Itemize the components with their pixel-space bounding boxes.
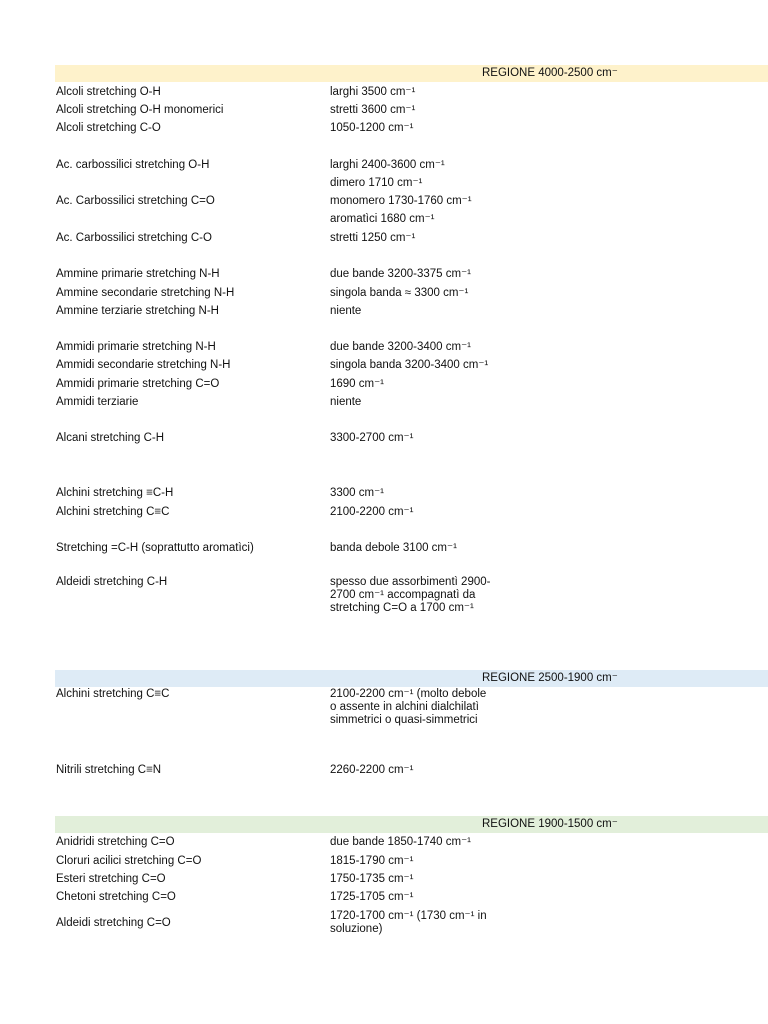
section-title: REGIONE 2500-1900 cm⁻ xyxy=(482,672,618,684)
row-name: Ammidi primarie stretching C=O xyxy=(56,378,220,390)
row-value: 1690 cm⁻¹ xyxy=(330,378,385,390)
row-value: 2260-2200 cm⁻¹ xyxy=(330,764,414,776)
row-value: singola banda ≈ 3300 cm⁻¹ xyxy=(330,287,469,299)
row-name: Ammine primarie stretching N-H xyxy=(56,268,220,280)
row-name: Alcoli stretching O-H monomerici xyxy=(56,104,224,116)
row-name: Alcoli stretching C-O xyxy=(56,122,161,134)
row-value: 2100-2200 cm⁻¹ xyxy=(330,506,414,518)
row-name: Nitrili stretching C≡N xyxy=(56,764,162,776)
row-name: Esteri stretching C=O xyxy=(56,873,166,885)
row-value: due bande 1850-1740 cm⁻¹ xyxy=(330,836,471,848)
row-name: Ammidi secondarie stretching N-H xyxy=(56,359,231,371)
row-value: banda debole 3100 cm⁻¹ xyxy=(330,542,457,554)
row-name: Stretching =C-H (soprattutto aromatìci) xyxy=(56,542,254,554)
row-name: Alcani stretching C-H xyxy=(56,432,165,444)
row-value: spesso due assorbimentì 2900- 2700 cm⁻¹ accompagnatì da stretching C=O a 1700 cm⁻¹ xyxy=(330,576,491,614)
row-value: 1750-1735 cm⁻¹ xyxy=(330,873,414,885)
row-value: due bande 3200-3400 cm⁻¹ xyxy=(330,341,471,353)
row-value: 1720-1700 cm⁻¹ (1730 cm⁻¹ in soluzione) xyxy=(330,910,487,935)
section-title: REGIONE 4000-2500 cm⁻ xyxy=(482,67,618,79)
section-header-2500-1900 xyxy=(55,670,768,687)
row-name: Ac. Carbossilici stretching C-O xyxy=(56,232,212,244)
row-value: 1050-1200 cm⁻¹ xyxy=(330,122,414,134)
row-value: larghi 3500 cm⁻¹ xyxy=(330,86,416,98)
row-name: Cloruri acilici stretching C=O xyxy=(56,855,202,867)
row-name: Alchini stretching C≡C xyxy=(56,506,170,518)
row-value: larghi 2400-3600 cm⁻¹ xyxy=(330,159,445,171)
row-value: 1725-1705 cm⁻¹ xyxy=(330,891,414,903)
row-name: Ammidi primarie stretching N-H xyxy=(56,341,216,353)
row-value: niente xyxy=(330,396,362,408)
row-value: 3300 cm⁻¹ xyxy=(330,487,385,499)
row-name: Alchini stretching ≡C-H xyxy=(56,487,174,499)
row-value: 1815-1790 cm⁻¹ xyxy=(330,855,414,867)
row-name: Ammidi terziarie xyxy=(56,396,139,408)
row-name: Aldeidi stretching C=O xyxy=(56,917,171,929)
row-value: monomero 1730-1760 cm⁻¹ xyxy=(330,195,472,207)
row-value: due bande 3200-3375 cm⁻¹ xyxy=(330,268,471,280)
section-header-4000-2500 xyxy=(55,65,768,82)
section-title: REGIONE 1900-1500 cm⁻ xyxy=(482,818,618,830)
row-name: Anidridi stretching C=O xyxy=(56,836,175,848)
row-name: Aldeidi stretching C-H xyxy=(56,576,168,588)
row-name: Chetoni stretching C=O xyxy=(56,891,176,903)
row-value: aromatìci 1680 cm⁻¹ xyxy=(330,213,435,225)
row-name: Ac. Carbossilici stretching C=O xyxy=(56,195,215,207)
row-name: Ammine terziarie stretching N-H xyxy=(56,305,219,317)
row-name: Ammine secondarie stretching N-H xyxy=(56,287,235,299)
row-name: Alcoli stretching O-H xyxy=(56,86,161,98)
row-name: Alchini stretching C≡C xyxy=(56,688,170,700)
row-value: stretti 3600 cm⁻¹ xyxy=(330,104,416,116)
row-value: dimero 1710 cm⁻¹ xyxy=(330,177,423,189)
row-value: niente xyxy=(330,305,362,317)
row-value: singola banda 3200-3400 cm⁻¹ xyxy=(330,359,489,371)
section-header-1900-1500 xyxy=(55,816,768,833)
row-value: 2100-2200 cm⁻¹ (molto debole o assente in alchini dialchilatì simmetrici o quasi-simmetrici xyxy=(330,688,487,726)
row-value: stretti 1250 cm⁻¹ xyxy=(330,232,416,244)
row-value: 3300-2700 cm⁻¹ xyxy=(330,432,414,444)
row-name: Ac. carbossilici stretching O-H xyxy=(56,159,210,171)
